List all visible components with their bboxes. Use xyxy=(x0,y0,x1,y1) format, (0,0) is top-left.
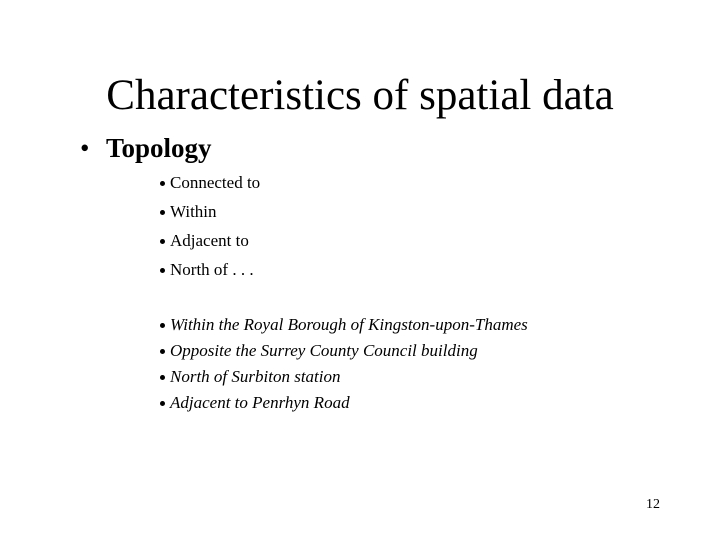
list-item-text: Connected to xyxy=(170,173,261,192)
list-item-text: Within the Royal Borough of Kingston-upon-Thames xyxy=(170,315,528,334)
topology-examples-list xyxy=(160,312,528,416)
list-item-text: North of Surbiton station xyxy=(170,367,341,386)
page-number: 12 xyxy=(646,497,660,512)
bullet-dot-icon xyxy=(160,181,165,186)
list-item-text: Opposite the Surrey County Council building xyxy=(170,341,478,360)
bullet-dot-icon xyxy=(160,268,165,273)
list-item-text: North of . . . xyxy=(170,260,254,279)
main-bullet-text: Topology xyxy=(106,133,212,163)
bullet-dot-icon xyxy=(160,349,165,354)
list-item-text: Adjacent to xyxy=(170,231,249,250)
list-item xyxy=(160,364,528,390)
list-item xyxy=(160,312,528,338)
bullet-dot-icon xyxy=(160,239,165,244)
list-item xyxy=(160,338,528,364)
bullet-dot-icon xyxy=(160,401,165,406)
main-bullet-icon: • xyxy=(80,133,90,163)
topology-terms-list xyxy=(160,168,260,284)
bullet-dot-icon xyxy=(160,210,165,215)
bullet-dot-icon xyxy=(160,323,165,328)
list-item xyxy=(160,255,260,284)
bullet-dot-icon xyxy=(160,375,165,380)
list-item xyxy=(160,390,528,416)
list-item xyxy=(160,197,260,226)
list-item-text: Adjacent to Penrhyn Road xyxy=(170,393,350,412)
list-item-text: Within xyxy=(170,202,217,221)
list-item xyxy=(160,168,260,197)
slide-title: Characteristics of spatial data xyxy=(106,72,614,119)
main-bullet-item xyxy=(80,132,212,164)
list-item xyxy=(160,226,260,255)
